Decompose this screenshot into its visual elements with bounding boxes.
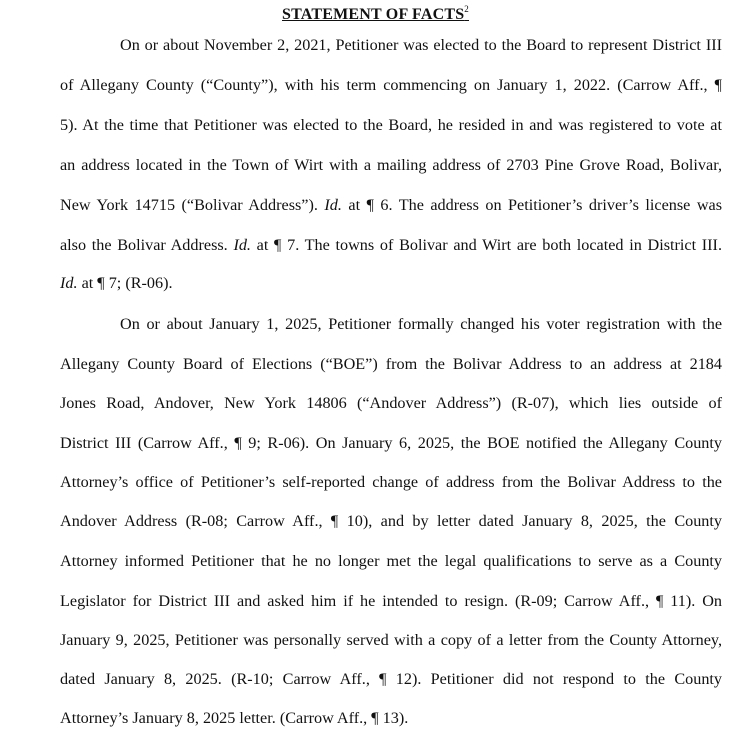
text-line: Attorney’s office of Petitioner’s self-reported change of address from the Bolivar Address to the	[60, 473, 722, 491]
text-run: New York 14715 (“Bolivar Address”).	[60, 196, 325, 214]
section-heading	[0, 0, 751, 24]
text-line: dated January 8, 2025. (R-10; Carrow Aff., ¶ 12). Petitioner did not respond to the County	[60, 670, 722, 688]
text-line	[60, 235, 722, 255]
text-line: Attorney informed Petitioner that he no longer met the legal qualifications to serve as a County	[60, 552, 722, 570]
citation-id: Id.	[233, 236, 251, 254]
text-run: at ¶ 7; (R-06).	[77, 274, 173, 292]
text-line: Allegany County Board of Elections (“BOE”) from the Bolivar Address to an address at 2184	[60, 355, 722, 373]
footnote-marker: 2	[464, 4, 469, 14]
text-run: at ¶ 7. The towns of Bolivar and Wirt are both located in District III.	[250, 236, 722, 254]
text-line: Legislator for District III and asked him if he intended to resign. (R-09; Carrow Aff., ¶ 11). On	[60, 592, 722, 610]
text-line: Attorney’s January 8, 2025 letter. (Carrow Aff., ¶ 13).	[60, 709, 409, 727]
text-line: 5). At the time that Petitioner was elected to the Board, he resided in and was registered to vote at	[60, 116, 722, 134]
text-line: Andover Address (R-08; Carrow Aff., ¶ 10), and by letter dated January 8, 2025, the County	[60, 512, 722, 530]
text-line: Jones Road, Andover, New York 14806 (“Andover Address”) (R-07), which lies outside of	[60, 394, 722, 412]
text-line	[60, 195, 722, 215]
text-run: also the Bolivar Address.	[60, 236, 234, 254]
text-line: an address located in the Town of Wirt with a mailing address of 2703 Pine Grove Road, Bolivar,	[60, 156, 722, 174]
text-line: On or about November 2, 2021, Petitioner was elected to the Board to represent District III	[120, 36, 722, 54]
text-line: On or about January 1, 2025, Petitioner formally changed his voter registration with the	[120, 315, 722, 333]
heading-text: STATEMENT OF FACTS	[282, 6, 465, 23]
text-line: of Allegany County (“County”), with his term commencing on January 1, 2022. (Carrow Aff., ¶	[60, 76, 722, 94]
text-line: District III (Carrow Aff., ¶ 9; R-06). On January 6, 2025, the BOE notified the Allegany County	[60, 434, 722, 452]
text-run: at ¶ 6. The address on Petitioner’s driver’s license was	[341, 196, 722, 214]
text-line	[60, 273, 722, 293]
citation-id: Id.	[60, 274, 78, 292]
citation-id: Id.	[324, 196, 342, 214]
text-line: January 9, 2025, Petitioner was personally served with a copy of a letter from the County Attorney,	[60, 631, 722, 649]
